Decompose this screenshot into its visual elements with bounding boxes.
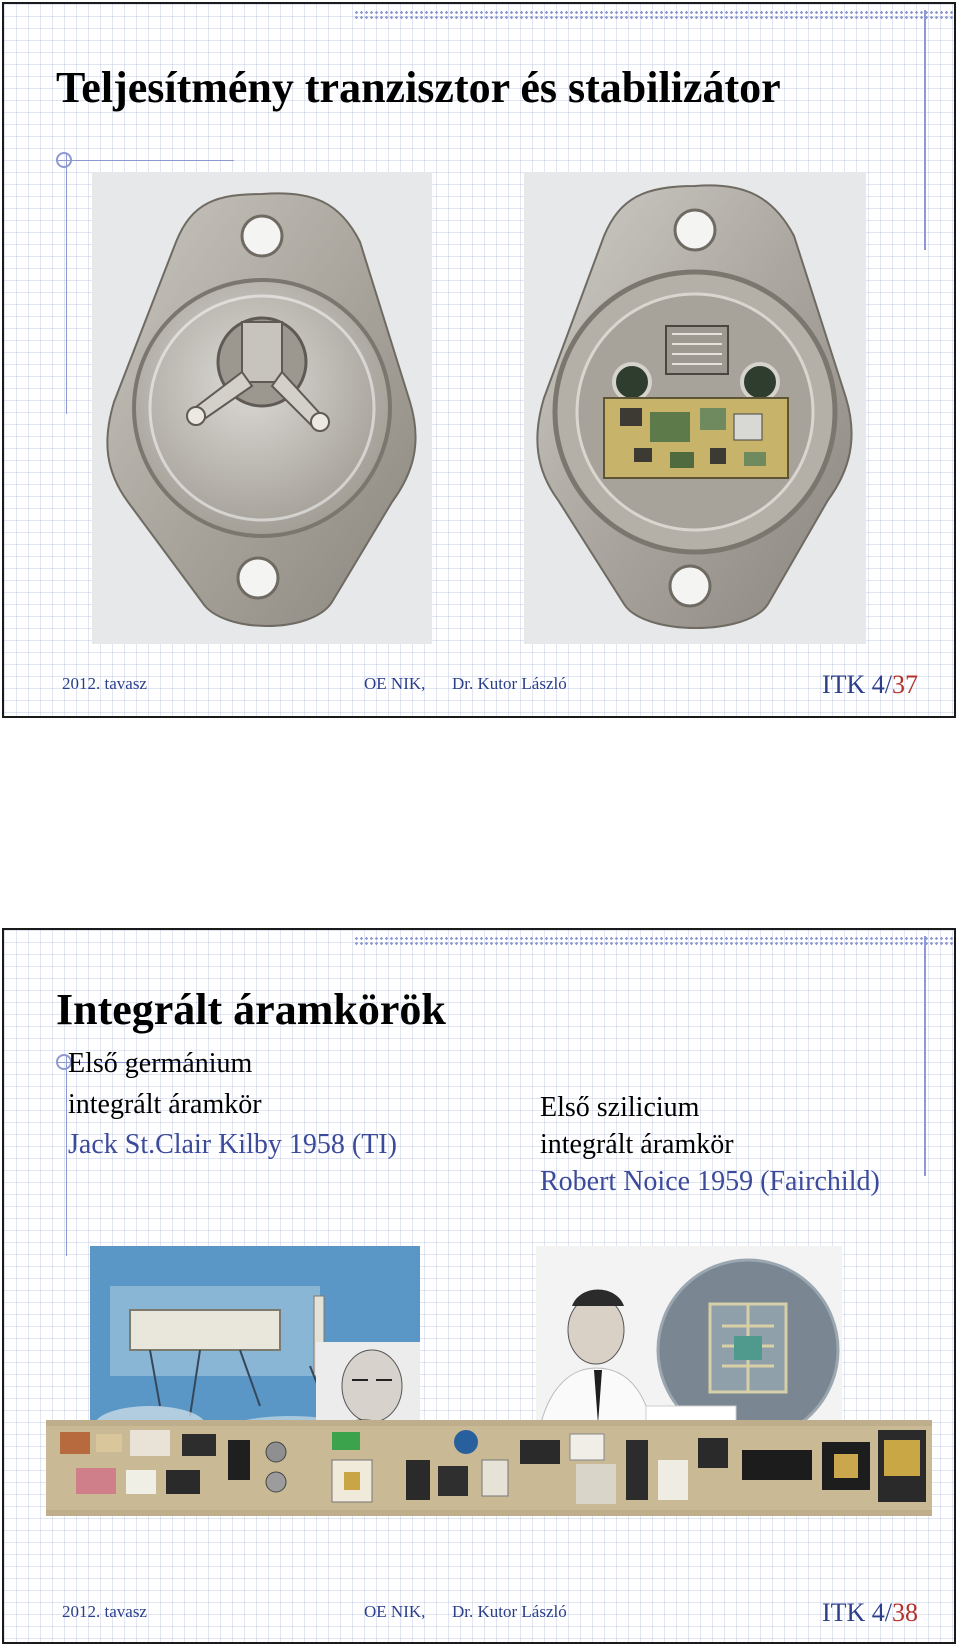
course-label: ITK 4/ — [821, 670, 892, 699]
stabilizer-photo — [524, 172, 866, 644]
footer-author: Dr. Kutor László — [452, 1602, 567, 1621]
decorative-right-line — [924, 10, 926, 250]
decorative-horizontal-line — [56, 160, 234, 161]
power-transistor-photo — [92, 172, 432, 644]
left-caption-line1: Első germánium — [68, 1048, 253, 1079]
right-caption — [540, 1090, 880, 1201]
right-caption-credit: Robert Noice 1959 (Fairchild) — [540, 1165, 880, 1197]
left-caption-credit: Jack St.Clair Kilby 1958 (TI) — [68, 1129, 397, 1161]
footer-page-number — [822, 670, 918, 700]
footer-org: OE NIK, — [364, 674, 426, 693]
slide-title: Integrált áramkörök — [56, 985, 446, 1034]
page-number: 38 — [892, 1598, 918, 1627]
page-number: 37 — [892, 670, 918, 699]
footer-org: OE NIK, — [364, 1602, 426, 1621]
ic-evolution-strip-photo — [46, 1420, 932, 1516]
decorative-right-line — [924, 936, 926, 1176]
footer-semester: 2012. tavasz — [62, 1602, 147, 1621]
right-caption-line2: integrált áramkör — [540, 1128, 734, 1160]
footer-page-number — [822, 1598, 918, 1628]
left-caption-line2: integrált áramkör — [68, 1088, 262, 1120]
left-caption — [68, 1044, 397, 1166]
slide-38 — [2, 928, 956, 1644]
decorative-dot-band — [354, 10, 954, 20]
decorative-circle — [56, 152, 72, 168]
right-caption-line1: Első szilicium — [540, 1092, 700, 1123]
slide-title: Teljesítmény tranzisztor és stabilizátor — [56, 63, 781, 112]
slide-37 — [2, 2, 956, 718]
decorative-dot-band — [354, 936, 954, 946]
decorative-vertical-line — [66, 154, 67, 414]
footer-semester: 2012. tavasz — [62, 674, 147, 693]
footer-author: Dr. Kutor László — [452, 674, 567, 693]
course-label: ITK 4/ — [821, 1598, 892, 1627]
decorative-vertical-line — [66, 1056, 67, 1256]
